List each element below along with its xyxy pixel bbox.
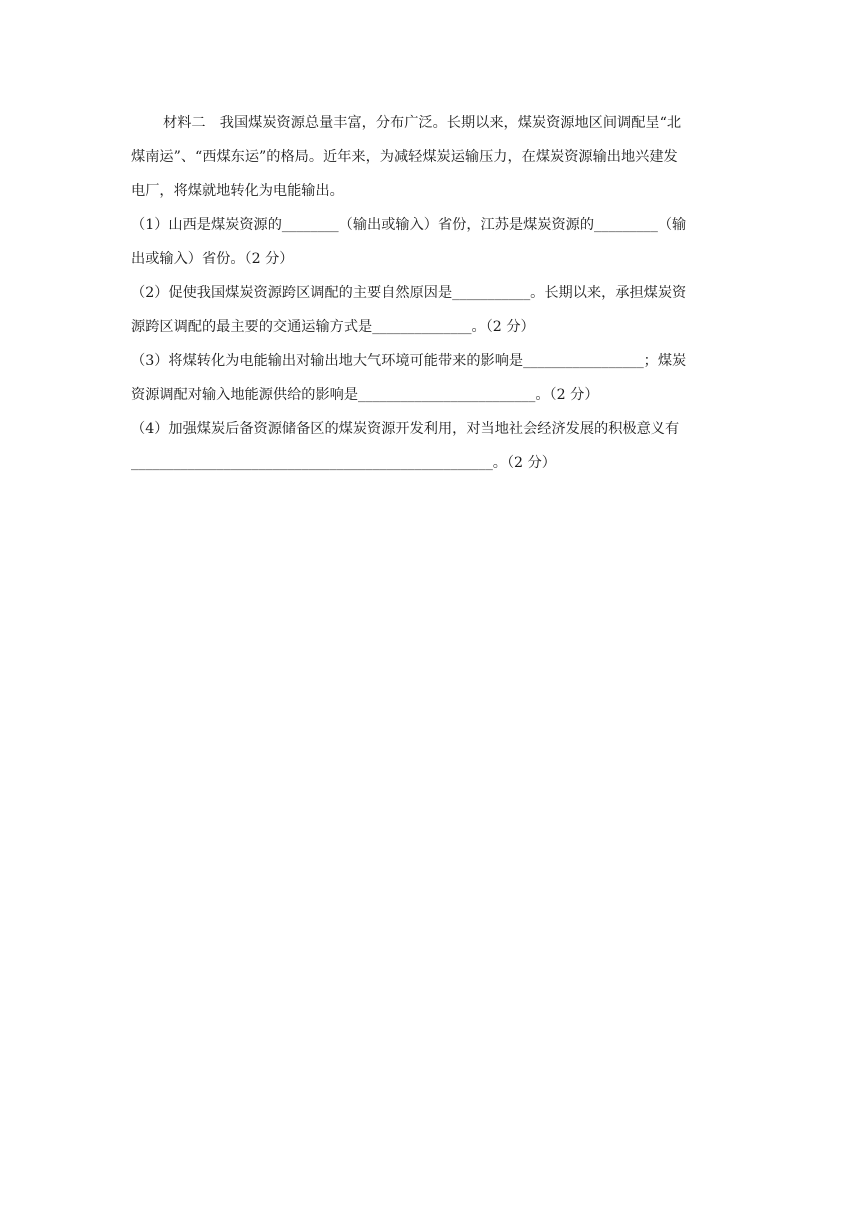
question-3	[131, 344, 736, 412]
material-line: 电厂，将煤就地转化为电能输出。	[131, 183, 344, 199]
question-line: （2）促使我国煤炭资源跨区调配的主要自然原因是___________。长期以来，承担煤炭资	[131, 285, 687, 301]
question-line: 资源调配对输入地能源供给的影响是_________________________。（2 分）	[131, 387, 599, 403]
question-4	[131, 412, 736, 480]
question-line: （1）山西是煤炭资源的________（输出或输入）省份，江苏是煤炭资源的_________（输	[131, 217, 687, 233]
material-line: 煤南运”、“西煤东运”的格局。近年来，为减轻煤炭运输压力，在煤炭资源输出地兴建发	[131, 149, 678, 165]
question-1	[131, 208, 736, 276]
document-page	[131, 106, 736, 480]
question-line: 出或输入）省份。（2 分）	[131, 251, 294, 267]
question-2	[131, 276, 736, 344]
question-line: ___________________________________________________。（2 分）	[131, 455, 556, 471]
question-line: 源跨区调配的最主要的交通运输方式是______________。（2 分）	[131, 319, 535, 335]
material-two-paragraph	[131, 106, 736, 208]
material-line: 材料二 我国煤炭资源总量丰富，分布广泛。长期以来，煤炭资源地区间调配呈“北	[163, 115, 682, 131]
question-line: （4）加强煤炭后备资源储备区的煤炭资源开发利用，对当地社会经济发展的积极意义有	[131, 421, 680, 437]
question-line: （3）将煤转化为电能输出对输出地大气环境可能带来的影响是_________________；煤炭	[131, 353, 687, 369]
